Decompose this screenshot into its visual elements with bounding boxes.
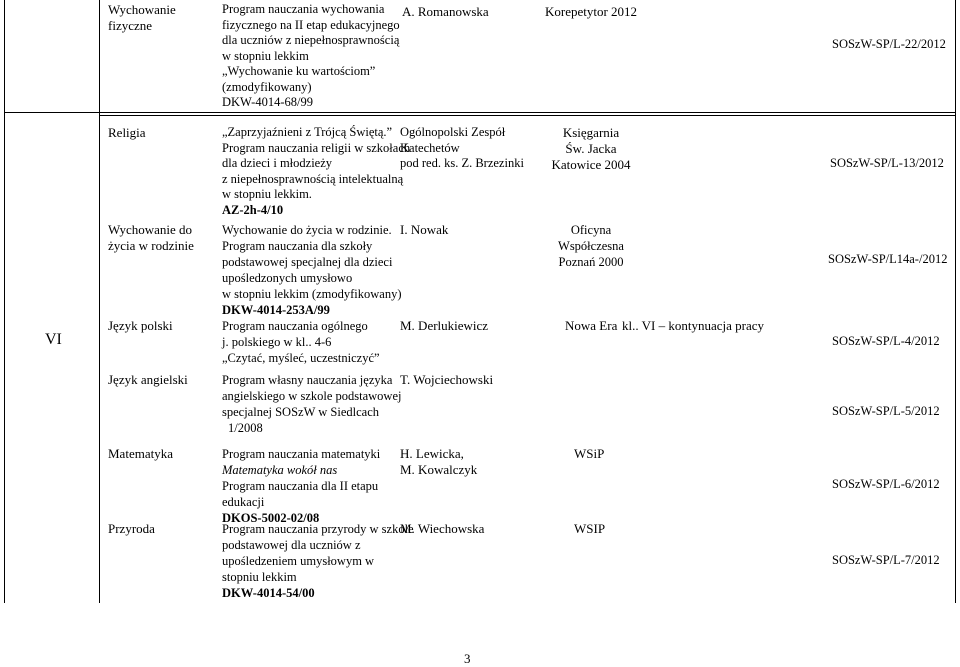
program-description: Wychowanie do życia w rodzinie. Program nauczania dla szkoły podstawowej specjalnej dla dzieci upośledzonych umysłowo w stopniu lekkim (zmodyfikowany) DKW-4014-253A/99 [222,223,402,317]
program-code: SOSzW-SP/L-5/2012 [832,404,940,418]
publisher: WSIP [574,521,606,536]
program-code: SOSzW-SP/L-7/2012 [832,553,940,567]
subject-label: Język polski [108,318,173,333]
table-row-divider [4,112,956,113]
table-col-divider [99,0,100,603]
publisher: Oficyna Współczesna Poznań 2000 [558,223,624,269]
author: A. Romanowska [402,4,489,19]
program-code: SOSzW-SP/L-4/2012 [832,334,940,348]
publisher: Nowa Era [565,318,618,333]
table-right-border [955,0,956,603]
author: I. Nowak [400,222,449,237]
program-description: Program nauczania matematyki Matematyka wokół nas Program nauczania dla II etapu edukacji DKOS-5002-02/08 [222,447,381,525]
page-number: 3 [464,651,471,666]
author: M. Derlukiewicz [400,318,489,333]
publisher: WSiP [574,446,605,461]
subject-label: Religia [108,125,146,140]
subject-label: Przyroda [108,521,155,536]
program-code: SOSzW-SP/L-6/2012 [832,477,940,491]
program-description: Program nauczania przyrody w szkole podstawowej dla uczniów z upośledzeniem umysłowym w stopniu lekkim DKW-4014-54/00 [222,522,414,600]
subject-label: Matematyka [108,446,173,461]
program-description: „Zaprzyjaźnieni z Trójcą Świętą.” Program nauczania religii w szkołach dla dzieci i młodzieży z niepełnosprawnością intelektualną w stopniu lekkim. AZ-2h-4/10 [222,125,411,217]
subject-label: Język angielski [108,372,188,387]
continuation-note: kl.. VI – kontynuacja pracy [622,318,764,333]
author: H. Lewicka, M. Kowalczyk [400,446,478,477]
program-description: Program własny nauczania języka angielskiego w szkole podstawowej specjalnej SOSzW w Siedlcach 1/2008 [222,373,402,435]
subject-label: Wychowanie do życia w rodzinie [108,222,194,253]
publisher: Korepetytor 2012 [545,4,638,19]
subject-label: Wychowanie fizyczne [108,2,176,33]
table-row-divider [100,115,956,116]
table-left-border [4,0,5,603]
program-description: Program nauczania wychowania fizycznego na II etap edukacyjnego dla uczniów z niepełnosprawnością w stopniu lekkim „Wychowanie ku wartościom” (zmodyfikowany) DKW-4014-68/99 [222,2,400,109]
class-numeral: VI [45,331,62,348]
author: Ogólnopolski Zespół Katechetów pod red. ks. Z. Brzezinki [400,125,524,170]
publisher: Księgarnia Św. Jacka Katowice 2004 [551,125,631,172]
author: T. Wojciechowski [400,372,494,387]
program-code: SOSzW-SP/L14a-/2012 [828,252,948,266]
author: M. Wiechowska [400,521,485,536]
program-description: Program nauczania ogólnego j. polskiego w kl.. 4-6 „Czytać, myśleć, uczestniczyć” [222,319,380,365]
program-code: SOSzW-SP/L-22/2012 [832,37,946,51]
program-code: SOSzW-SP/L-13/2012 [830,156,944,170]
